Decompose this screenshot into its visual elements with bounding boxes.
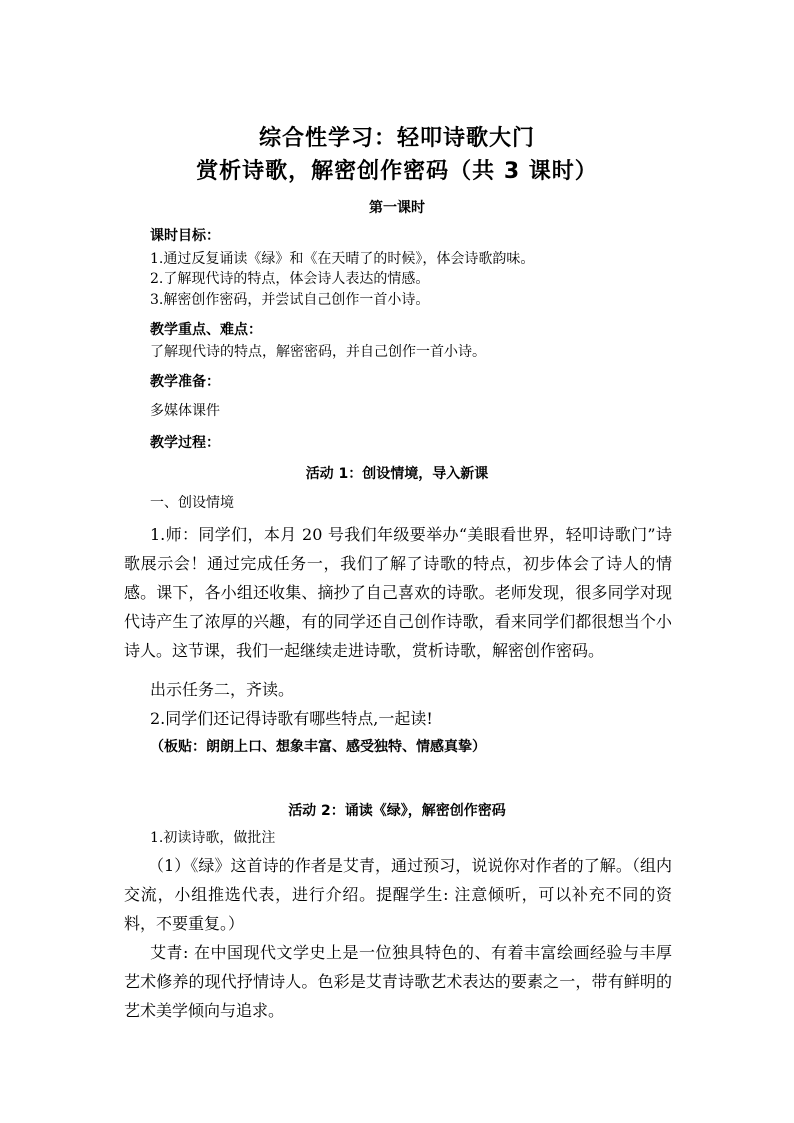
activity2-heading: 活动 2：诵读《绿》，解密创作密码	[288, 803, 506, 819]
objective-item: 1.通过反复诵读《绿》和《在天晴了的时候》，体会诗歌韵味。	[150, 251, 535, 267]
activity1-heading: 活动 1：创设情境，导入新课	[305, 466, 489, 482]
objective-item: 2.了解现代诗的特点，体会诗人表达的情感。	[150, 271, 430, 287]
title-line-2: 赏析诗歌，解密创作密码（共 3 课时）	[196, 159, 598, 184]
activity2-step-title: 1.初读诗歌，做批注	[150, 830, 276, 846]
board-notes: （板贴：朗朗上口、想象丰富、感受独特、情感真挚）	[150, 739, 486, 755]
activity2-paragraph-2: 艾青: 在中国现代文学史上是一位独具特色的、有着丰富绘画经验与丰厚艺术修养的现代抒情诗人。色彩是艾青诗歌艺术表达的要素之一，带有鲜明的艺术美学倾向与追求。	[124, 943, 672, 1020]
preparation-text: 多媒体课件	[150, 403, 220, 419]
key-points-text: 了解现代诗的特点，解密密码，并自己创作一首小诗。	[150, 344, 486, 360]
activity1-paragraph: 1.师：同学们，本月 20 号我们年级要举办“美眼看世界，轻叩诗歌门”诗歌展示会！通过完成任务一，我们了解了诗歌的特点，初步体会了诗人的情感。课下，各小组还收集、摘抄了自己喜欢的诗歌。老师发现，很多同学对现代诗产生了浓厚的兴趣，有的同学还自己创作诗歌，看来同学们都很想当个小诗人。这节课，我们一起继续走进诗歌，赏析诗歌，解密创作密码。	[124, 525, 672, 660]
process-heading: 教学过程：	[150, 435, 220, 451]
objectives-heading: 课时目标：	[150, 228, 220, 244]
lesson-label: 第一课时	[369, 200, 425, 216]
activity1-question: 2.同学们还记得诗歌有哪些特点,一起读!	[150, 709, 433, 728]
activity1-section-title: 一、创设情境	[150, 495, 234, 511]
key-points-heading: 教学重点、难点：	[150, 322, 262, 338]
activity1-task-line: 出示任务二，齐读。	[150, 680, 295, 699]
activity2-paragraph-1: （1）《绿》这首诗的作者是艾青，通过预习，说说你对作者的了解。（组内交流，小组推选代表，进行介绍。提醒学生: 注意倾听，可以补充不同的资料，不要重复。）	[124, 856, 672, 933]
title-line-1: 综合性学习：轻叩诗歌大门	[258, 126, 535, 151]
preparation-heading: 教学准备：	[150, 374, 220, 390]
objective-item: 3.解密创作密码，并尝试自己创作一首小诗。	[150, 292, 430, 308]
